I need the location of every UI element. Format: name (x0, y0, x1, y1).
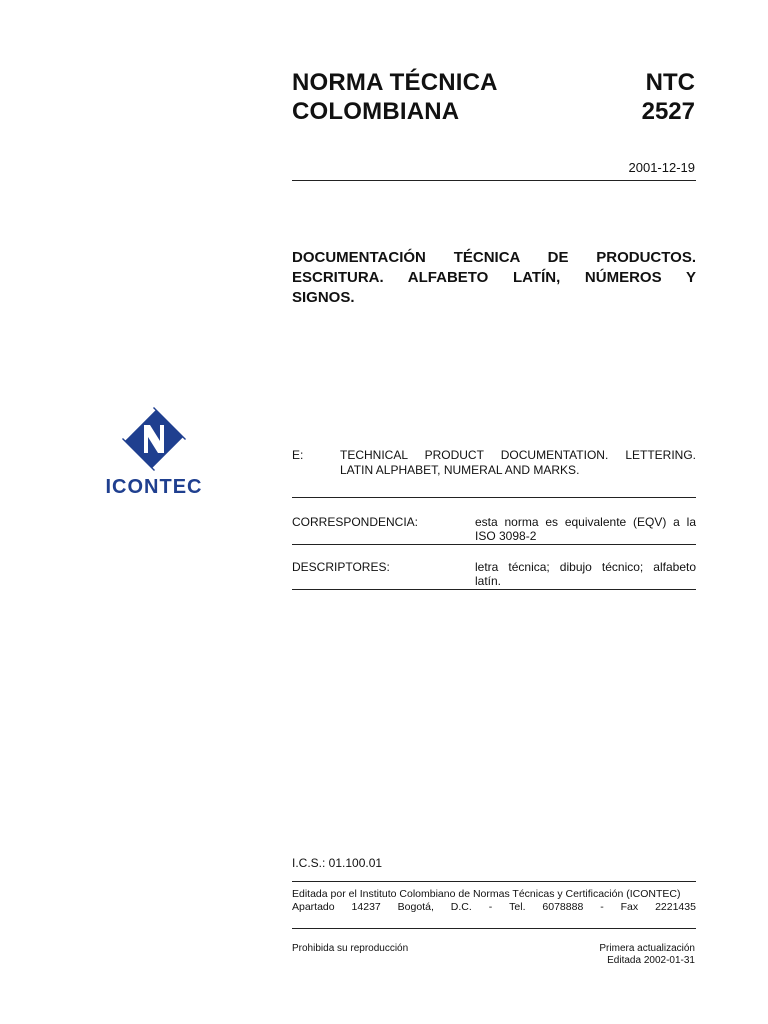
document-title (292, 248, 696, 308)
edition-info (599, 943, 695, 967)
correspondencia-line1: esta norma es equivalente (EQV) a la (475, 515, 696, 529)
descriptores-label: DESCRIPTORES: (292, 560, 390, 574)
correspondencia-label: CORRESPONDENCIA: (292, 515, 419, 529)
edition-line1: Primera actualización (599, 943, 695, 954)
standard-code-line2: 2527 (641, 98, 695, 125)
publisher-tel-label: Tel. (509, 901, 526, 913)
document-title-line3: SIGNOS. (292, 289, 355, 306)
footer-top-divider (292, 881, 696, 882)
english-title-line1: TECHNICAL PRODUCT DOCUMENTATION. LETTERING. (340, 448, 696, 462)
table-middle-divider (292, 544, 696, 545)
correspondencia-value (475, 515, 696, 543)
publisher-fax-label: Fax (620, 901, 639, 913)
descriptores-line2: latín. (475, 574, 502, 588)
english-title-line2: LATIN ALPHABET, NUMERAL AND MARKS. (340, 463, 580, 477)
correspondencia-line2: ISO 3098-2 (475, 529, 537, 543)
standard-title-line1: NORMA TÉCNICA (292, 69, 498, 96)
table-top-divider (292, 497, 696, 498)
publisher-district: D.C. (450, 901, 472, 913)
standard-code-line1: NTC (645, 69, 695, 96)
icontec-logo-text: ICONTEC (105, 476, 203, 498)
publisher-sep1: - (488, 901, 493, 913)
descriptores-value (475, 560, 696, 588)
standard-code (642, 68, 695, 126)
table-bottom-divider (292, 589, 696, 590)
document-title-line2: ESCRITURA. ALFABETO LATÍN, NÚMEROS Y (292, 269, 696, 286)
document-title-line1: DOCUMENTACIÓN TÉCNICA DE PRODUCTOS. (292, 249, 696, 266)
publisher-fax: 2221435 (655, 901, 696, 913)
publisher-info (292, 888, 696, 914)
publisher-line1: Editada por el Instituto Colombiano de Normas Técnicas y Certificación (ICONTEC) (292, 888, 681, 900)
publisher-line2 (292, 901, 696, 914)
publisher-sep2: - (600, 901, 604, 913)
english-label: E: (292, 448, 304, 462)
standard-title-line2: COLOMBIANA (292, 98, 460, 125)
publisher-apartado-number: 14237 (351, 901, 381, 913)
header-divider (292, 180, 696, 181)
edition-line2: Editada 2002-01-31 (607, 955, 695, 966)
english-title (340, 448, 696, 478)
standard-title (292, 68, 498, 126)
publisher-city: Bogotá, (397, 901, 434, 913)
publisher-apartado: Apartado (292, 901, 335, 913)
footer-bottom-divider (292, 928, 696, 929)
descriptores-line1: letra técnica; dibujo técnico; alfabeto (475, 560, 696, 574)
publisher-tel: 6078888 (542, 901, 584, 913)
publication-date: 2001-12-19 (628, 160, 695, 175)
ics-code: I.C.S.: 01.100.01 (292, 856, 383, 870)
reproduction-notice: Prohibida su reproducción (292, 943, 409, 954)
